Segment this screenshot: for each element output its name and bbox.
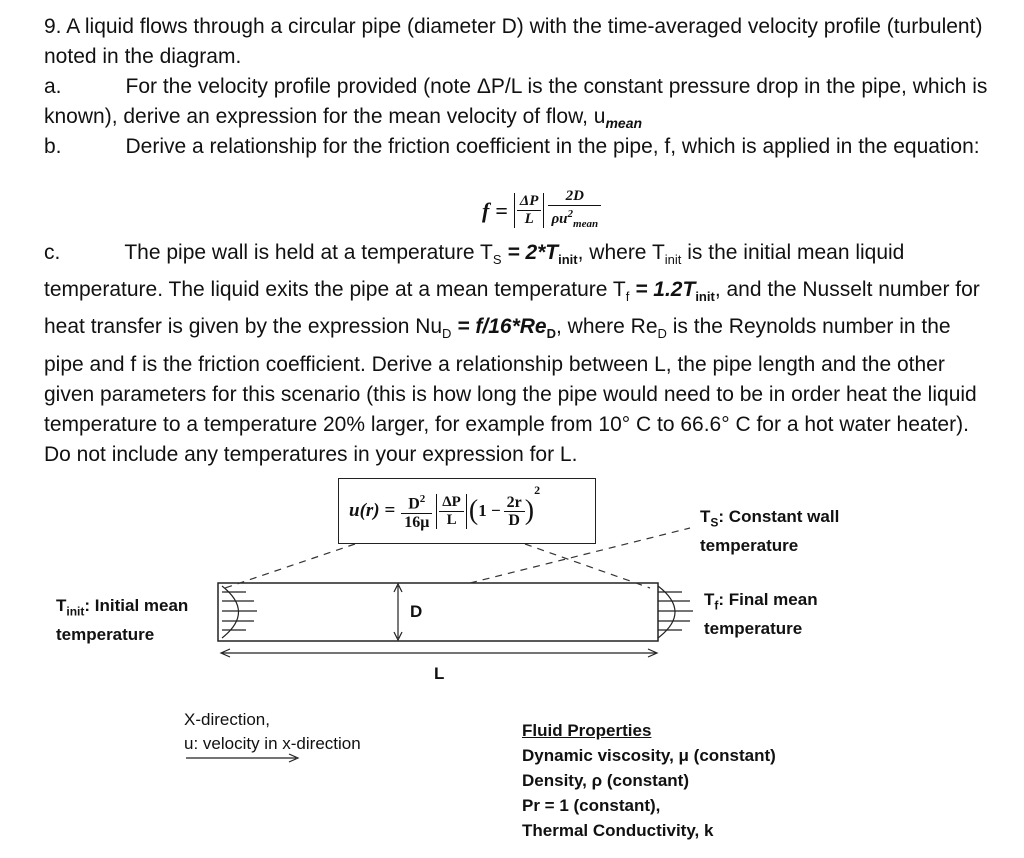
velocity-profile-equation: u(r) = $\frac{D^2}{16\mu}$ $\frac{\Delta P}{L}$ ( 1 − $\frac{2r}{D}$ ) $^2$ [338, 478, 596, 544]
part-b-marker: b. [44, 135, 62, 158]
ts-label: $T_S$: Constant wall temperature [700, 507, 840, 556]
fluid-properties-title: Fluid Properties [522, 721, 652, 740]
fluid-property-item: Thermal Conductivity, k [522, 821, 714, 840]
friction-num1: ΔP [517, 193, 542, 211]
friction-den1: L [524, 211, 534, 227]
inlet-velocity-profile [222, 586, 257, 638]
x-direction-label-1: X-direction, [184, 710, 270, 729]
part-a-text: For the velocity profile provided (note ΔP/L is the constant pressure drop in the pipe, which is known), derive an expression for the mean velocity of flow, u [44, 75, 988, 128]
tinit-label: $T_{init}$: Initial mean temperature [56, 596, 189, 645]
friction-lhs: f [482, 197, 490, 223]
part-c: c. The pipe wall is held at a temperature $T_S = 2*T_{init}$, where $T_{init}$ is the initial mean liquid temperature. The liquid exits the pipe at a mean temperature $T_f = 1.2T_{init}$, and the Nusselt number for heat transfer is given by the expression $Nu_D = f/16*Re_D$, where $Re_D$ is the Reynolds number in the pipe and f is the friction coefficient. Derive a relationship between L, the pipe length and the other given parameters for this scenario (this is how long the pipe would need to be in order heat the liquid temperature to a temperature 20% larger, for example from 10° C to 66.6° C for a hot water heater). Do not include any temperatures in your expression for L. [44, 241, 980, 466]
tf-label: $T_f$: Final mean temperature [704, 590, 818, 639]
fluid-property-item: Pr = 1 (constant), [522, 796, 661, 815]
length-label: L [434, 664, 445, 683]
outlet-velocity-profile [658, 586, 693, 638]
friction-den2: $\rho u^2_{mean}$ [551, 208, 599, 230]
fluid-property-item: Density, ρ (constant) [522, 771, 689, 790]
fluid-property-item: Dynamic viscosity, μ (constant) [522, 746, 776, 765]
part-a-marker: a. [44, 75, 62, 98]
part-c-marker: c. [44, 241, 61, 264]
pipe-body [218, 583, 658, 641]
diameter-label: D [410, 602, 423, 621]
intro-text: 9. A liquid flows through a circular pipe (diameter D) with the time-averaged velocity profile (turbulent) noted in the diagram. [44, 15, 983, 68]
part-b-text: Derive a relationship for the friction coefficient in the pipe, f, which is applied in the equation: [125, 135, 980, 158]
friction-num2: 2D [548, 188, 601, 206]
part-a-sub: mean [605, 115, 643, 132]
x-direction-label-2: u: velocity in x-direction [184, 734, 361, 753]
fluid-properties [522, 718, 776, 843]
friction-eq-sign: = [495, 197, 508, 223]
